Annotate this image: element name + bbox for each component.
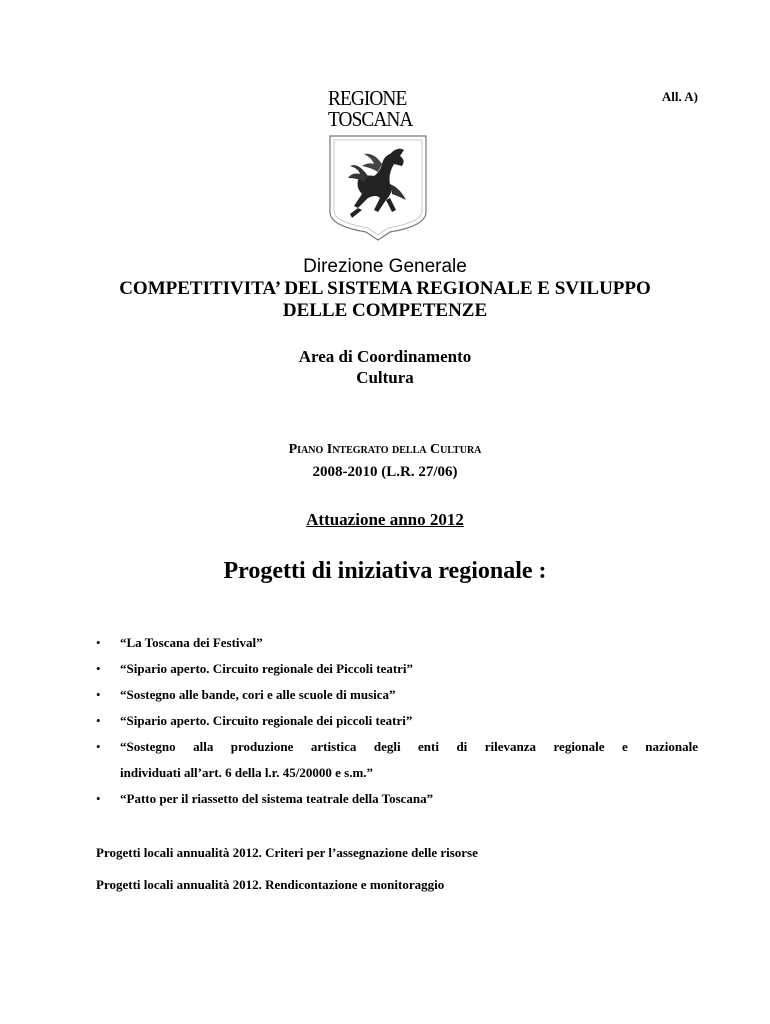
list-item: • “Patto per il riassetto del sistema teatrale della Toscana”	[96, 786, 698, 812]
local-projects-criteria: Progetti locali annualità 2012. Criteri per l’assegnazione delle risorse	[96, 845, 478, 860]
local-projects-reporting: Progetti locali annualità 2012. Rendicontazione e monitoraggio	[96, 877, 445, 892]
area-line-1: Area di Coordinamento	[298, 347, 472, 366]
area-line-2: Cultura	[356, 368, 414, 387]
logo-text-regione: REGIONE	[328, 86, 407, 110]
department-line-1: COMPETITIVITA’ DEL SISTEMA REGIONALE E SVILUPPO	[119, 278, 651, 299]
list-item-line-1: • “Sostegno alla produzione artistica degli enti di rilevanza regionale e nazionale	[120, 739, 698, 754]
implementation-year: Attuazione anno 2012	[306, 510, 464, 529]
regione-toscana-logo	[318, 88, 438, 243]
winged-horse-shield-icon	[328, 134, 428, 242]
section-title: Progetti di iniziativa regionale :	[223, 558, 547, 584]
department-title	[0, 278, 770, 322]
area-title	[0, 346, 770, 388]
directorate-title: Direzione Generale	[303, 256, 467, 277]
list-item: • “Sostegno alle bande, cori e alle scuole di musica”	[96, 682, 698, 708]
list-item-line-2: individuati all’art. 6 della l.r. 45/20000 e s.m.”	[120, 765, 374, 780]
projects-list	[96, 630, 698, 812]
plan-years: 2008-2010 (L.R. 27/06)	[312, 464, 458, 480]
department-line-2: DELLE COMPETENZE	[282, 300, 488, 321]
list-item: • “Sipario aperto. Circuito regionale dei piccoli teatri”	[96, 708, 698, 734]
list-item: • “Sipario aperto. Circuito regionale dei Piccoli teatri”	[96, 656, 698, 682]
logo-text-toscana: TOSCANA	[328, 107, 413, 131]
list-item	[96, 734, 698, 786]
attachment-label: All. A)	[661, 89, 698, 104]
list-item: • “La Toscana dei Festival”	[96, 630, 698, 656]
plan-title: Piano Integrato della Cultura	[288, 442, 482, 457]
